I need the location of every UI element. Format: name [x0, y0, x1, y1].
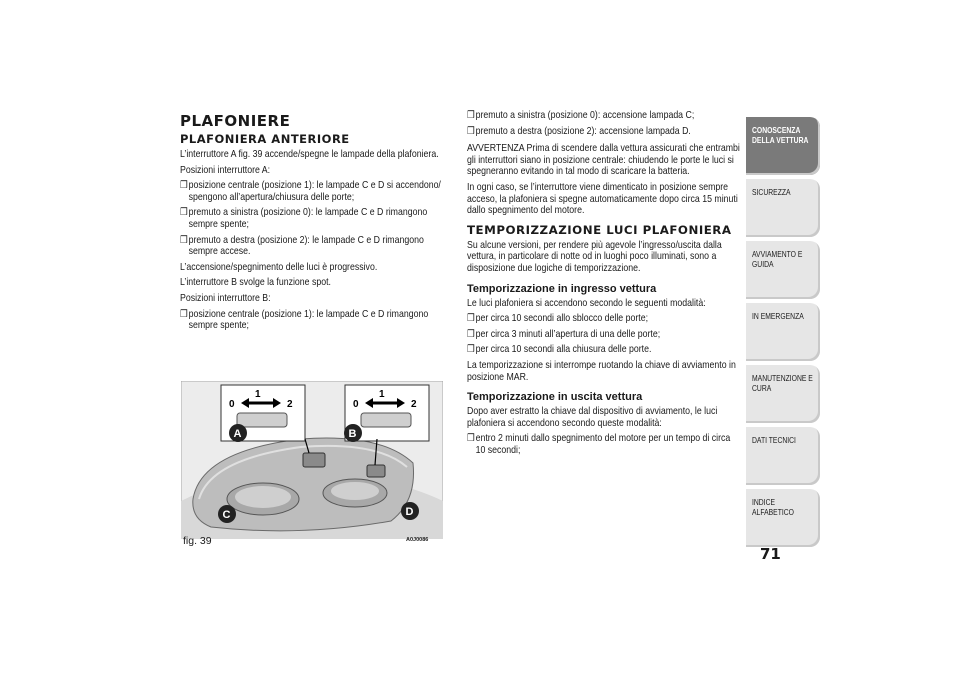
paragraph: Posizioni interruttore A:	[180, 164, 271, 176]
bullet-icon: ❒	[180, 308, 188, 320]
bullet-icon: ❒	[467, 433, 475, 445]
paragraph: In ogni caso, se l’interruttore viene dimenticato in posizione sempre acceso, la plafoniera si spegne automaticamente dopo circa 15 minuti dallo spegnimento del motore.	[467, 181, 738, 217]
callout-b: B	[348, 428, 357, 440]
bullet-icon: ❒	[467, 328, 475, 340]
heading-entry-timing: Temporizzazione in ingresso vettura	[467, 282, 657, 295]
bullet-item: ❒ premuto a sinistra (posizione 0): accensione lampada C;	[467, 110, 695, 121]
chapter-tabs	[746, 117, 820, 551]
figure-code: A0J0086	[406, 537, 429, 543]
left-column	[180, 112, 444, 336]
tab-conoscenza[interactable]	[746, 117, 820, 175]
bullet-icon: ❒	[467, 110, 475, 121]
section-title: PLAFONIERE	[180, 112, 291, 130]
tab-label: INDICE ALFABETICO	[752, 497, 794, 517]
callout-d: D	[405, 506, 414, 518]
callout-a: A	[233, 428, 242, 440]
paragraph: Le luci plafoniera si accendono secondo le seguenti modalità:	[467, 297, 706, 309]
paragraph: Su alcune versioni, per rendere più agevole l’ingresso/uscita dalla vettura, in particolare di notte od in luoghi poco illuminati, sono a disposizione due logiche di temporizzazione.	[467, 239, 722, 274]
tab-label: IN EMERGENZA	[752, 311, 804, 321]
paragraph: L’interruttore B svolge la funzione spot.	[180, 277, 331, 289]
bullet-icon: ❒	[180, 207, 188, 219]
pos1-label-a: 1	[255, 389, 261, 400]
tab-label: AVVIAMENTO E GUIDA	[752, 249, 803, 269]
pos2-label-b: 2	[411, 399, 417, 410]
bullet-item: ❒ per circa 3 minuti all’apertura di una delle porte;	[467, 328, 661, 340]
heading-exit-timing: Temporizzazione in uscita vettura	[467, 391, 643, 404]
bullet-item: ❒ premuto a destra (posizione 2): accensione lampada D.	[467, 125, 691, 137]
tab-manutenzione[interactable]	[746, 365, 820, 423]
tab-label: MANUTENZIONE E CURA	[752, 373, 813, 393]
tab-indice[interactable]	[746, 489, 820, 547]
bullet-item: ❒ posizione centrale (posizione 1): le lampade C e D si accendono/ spengono all’apertura/chiusura delle porte;	[180, 180, 441, 203]
figure-ceiling-lamp	[181, 381, 443, 539]
tab-label: DATI TECNICI	[752, 435, 796, 445]
tab-sicurezza[interactable]	[746, 179, 820, 237]
pos0-label-a: 0	[229, 399, 235, 410]
paragraph: La temporizzazione si interrompe ruotando la chiave di avviamento in posizione MAR.	[467, 359, 736, 383]
bullet-item: ❒ per circa 10 secondi allo sblocco delle porte;	[467, 313, 649, 325]
pos0-label-b: 0	[353, 399, 359, 410]
bullet-icon: ❒	[467, 125, 475, 137]
tab-emergenza[interactable]	[746, 303, 820, 361]
paragraph: L’interruttore A fig. 39 accende/spegne le lampade della plafoniera.	[180, 149, 439, 160]
tab-label: CONOSCENZA DELLA VETTURA	[752, 125, 809, 145]
bullet-icon: ❒	[180, 180, 188, 192]
paragraph: Dopo aver estratto la chiave dal dispositivo di avviamento, le luci plafoniera si accendono secondo queste modalità:	[467, 406, 718, 429]
tab-avviamento[interactable]	[746, 241, 820, 299]
paragraph: Posizioni interruttore B:	[180, 292, 271, 304]
tab-dati-tecnici[interactable]	[746, 427, 820, 485]
bullet-icon: ❒	[467, 344, 475, 356]
subsection-title: PLAFONIERA ANTERIORE	[180, 132, 350, 146]
bullet-item: ❒ posizione centrale (posizione 1): le lampade C e D rimangono sempre spente;	[180, 308, 429, 332]
tab-label: SICUREZZA	[752, 187, 791, 197]
bullet-item: ❒ per circa 10 secondi alla chiusura delle porte.	[467, 344, 652, 356]
warning-paragraph: AVVERTENZA Prima di scendere dalla vettura assicurati che entrambi gli interruttori siano in posizione centrale: chiudendo le porte le luci si spegneranno evitando in tal modo di scaricare la batteria.	[467, 143, 740, 178]
bullet-item: ❒ premuto a destra (posizione 2): le lampade C e D rimangono sempre accese.	[180, 234, 424, 258]
callout-c: C	[222, 509, 231, 521]
bullet-item: ❒ entro 2 minuti dallo spegnimento del motore per un tempo di circa 10 secondi;	[467, 433, 731, 456]
pos1-label-b: 1	[379, 389, 385, 400]
pos2-label-a: 2	[287, 399, 293, 410]
figure-caption: fig. 39	[183, 535, 212, 547]
paragraph: L’accensione/spegnimento delle luci è progressivo.	[180, 261, 378, 273]
bullet-icon: ❒	[180, 234, 188, 246]
ceiling-lamp-illustration	[181, 381, 443, 539]
page-number: 71	[760, 545, 781, 563]
bullet-icon: ❒	[467, 313, 475, 325]
right-column	[467, 110, 743, 460]
subsection-title: TEMPORIZZAZIONE LUCI PLAFONIERA	[467, 222, 732, 237]
bullet-item: ❒ premuto a sinistra (posizione 0): le lampade C e D rimangono sempre spente;	[180, 207, 428, 230]
